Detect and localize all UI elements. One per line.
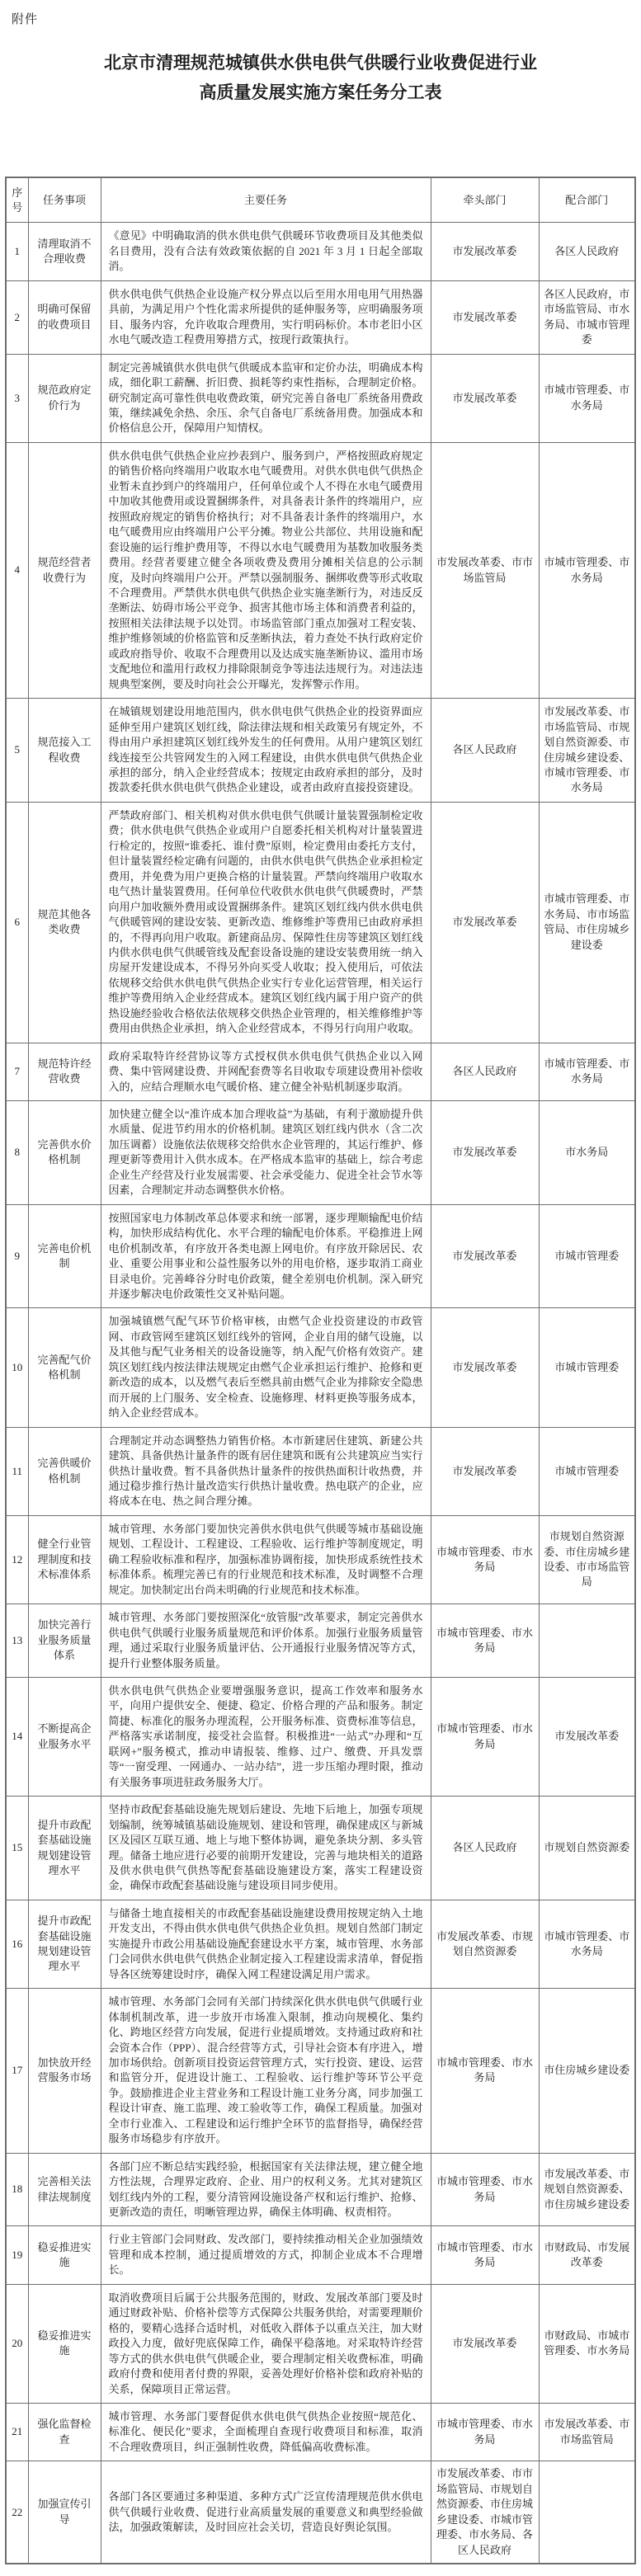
row-number-cell: 1 bbox=[6, 223, 28, 280]
support-department-cell: 市发展改革委、市市场监管局 bbox=[539, 2404, 635, 2461]
support-department-cell: 市规划自然资源委 bbox=[539, 1797, 635, 1900]
table-row bbox=[6, 1900, 635, 1988]
table-row bbox=[6, 1427, 635, 1515]
table-row bbox=[6, 1989, 635, 2154]
table-row bbox=[6, 280, 635, 354]
main-task-cell: 与储备土地直接相关的市政配套基础设施建设费用按规定纳入土地开发支出，不得由供水供电供气供热企业负担。规划自然部门制定实施提升市政公用基础设施配套建设水平方案，城市管理、水务部门会同供水供电供气供热企业制定接入工程建设需求清单，督促指导各区统筹建设时序，确保入网工程建设满足用户需求。 bbox=[101, 1900, 431, 1988]
table-row bbox=[6, 1677, 635, 1796]
table-row bbox=[6, 1204, 635, 1308]
row-number-cell: 4 bbox=[6, 442, 28, 698]
table-row bbox=[6, 1515, 635, 1604]
table-row bbox=[6, 2404, 635, 2461]
row-number-cell: 16 bbox=[6, 1900, 28, 1988]
table-row bbox=[6, 1604, 635, 1678]
header-lead-department: 牵头部门 bbox=[431, 177, 539, 223]
task-item-cell: 稳妥推进实施 bbox=[28, 2226, 101, 2284]
support-department-cell: 市财政局、市城市管理委、市水务局 bbox=[539, 2284, 635, 2403]
row-number-cell: 3 bbox=[6, 354, 28, 442]
main-task-cell: 政府采取特许经营协议等方式授权供水供电供气供热企业以入网费、集中管网建设费、并网配套费等名目收取专项建设费用补偿收入的，应结合理顺水电气暖价格、建立健全补贴机制逐步取消。 bbox=[101, 1043, 431, 1100]
row-number-cell: 5 bbox=[6, 699, 28, 803]
lead-department-cell: 各区人民政府 bbox=[431, 1797, 539, 1900]
lead-department-cell: 市发展改革委、市市场监管局、市规划自然资源委、市住房城乡建设委、市城市管理委、市水务局、各区人民政府 bbox=[431, 2461, 539, 2564]
support-department-cell: 市城市管理委 bbox=[539, 1308, 635, 1427]
main-task-cell: 严禁政府部门、相关机构对供水供电供气供暖计量装置强制检定收费；供水供电供气供热企业或用户自愿委托相关机构对计量装置进行检定的，按照“谁委托、谁付费”原则，检定费用由委托方支付，但计量装置经检定确有问题的，由供水供电供气供热企业承担检定费用，并免费为用户更换合格的计量装置。严禁向终端用户收取水电气热计量装置费用。任何单位代收供水供电供气供暖费时，严禁向用户加收额外费用或设置捆绑条件。建筑区划红线内供水供电供气供暖管网的建设安装、更新改造、维修维护等费用已由政府承担的，不得再向用户收取。新建商品房、保障性住房等建筑区划红线内供水供电供气供暖管线及配套设备设施的建设安装费用统一纳入房屋开发建设成本，不得另外向买受人收取；投入使用后，可依法依规移交给供水供电供气供热企业实行专业化运营管理，相关运行维护等费用纳入企业经营成本。建筑区划红线内属于用户资产的供热设施经验收合格依法依规移交供热企业管理的，相关维修维护等费用由供热企业承担，纳入企业经营成本，不得另行向用户收取。 bbox=[101, 802, 431, 1043]
lead-department-cell: 各区人民政府 bbox=[431, 1043, 539, 1100]
task-item-cell: 明确可保留的收费项目 bbox=[28, 280, 101, 354]
task-item-cell: 完善电价机制 bbox=[28, 1204, 101, 1308]
row-number-cell: 12 bbox=[6, 1515, 28, 1604]
table-row bbox=[6, 699, 635, 803]
support-department-cell: 市发展改革委、市规划自然资源委、市住房城乡建设委 bbox=[539, 2153, 635, 2226]
support-department-cell bbox=[539, 1604, 635, 1678]
support-department-cell: 市水务局 bbox=[539, 1101, 635, 1205]
header-main-task: 主要任务 bbox=[101, 177, 431, 223]
task-item-cell: 加强宣传引导 bbox=[28, 2461, 101, 2564]
main-task-cell: 城市管理、水务部门会同有关部门持续深化供水供电供气供暖行业体制机制改革，进一步放开市场准入限制，推动向规模化、集约化、跨地区经营方向发展，促进行业提质增效。支持通过政府和社会资本合作（PPP）、混合经营等方式，引导社会资本有序进入，增加市场供给。创新项目投资运营管理方式，实行投资、建设、运营和监管分开，促进设计施工、工程验收、运行维护等环节公平竞争。鼓励推进企业主营业务和工程设计施工业务分离，同步加强工程设计审查、施工监理、竣工验收等工作，确保工程质量。加强对全市行业准入、工程建设和运行维护全环节的监督指导，确保经营服务市场稳步有序放开。 bbox=[101, 1989, 431, 2154]
row-number-cell: 2 bbox=[6, 280, 28, 354]
table-row bbox=[6, 442, 635, 698]
main-task-cell: 《意见》中明确取消的供水供电供气供暖环节收费项目及其他类似名目费用，没有合法有效政策依据的自 2021 年 3 月 1 日起全部取消。 bbox=[101, 223, 431, 280]
task-item-cell: 规范接入工程收费 bbox=[28, 699, 101, 803]
title-line-2: 高质量发展实施方案任务分工表 bbox=[199, 82, 442, 102]
task-item-cell: 规范经营者收费行为 bbox=[28, 442, 101, 698]
table-row bbox=[6, 2284, 635, 2403]
row-number-cell: 14 bbox=[6, 1677, 28, 1796]
task-item-cell: 加快完善行业服务质量体系 bbox=[28, 1604, 101, 1678]
main-task-cell: 合理制定并动态调整热力销售价格。本市新建居住建筑、新建公共建筑、具备供热计量条件的既有居住建筑和既有公共建筑应当实行供热计量收费。暂不具备供热计量条件的按供热面积计收热费，并通过稳步推行热计量改造实行供热计量收费。热电联产的企业，应将成本在电、热之间合理分摊。 bbox=[101, 1427, 431, 1515]
lead-department-cell: 市发展改革委 bbox=[431, 2284, 539, 2403]
row-number-cell: 10 bbox=[6, 1308, 28, 1427]
lead-department-cell: 市城市管理委、市水务局 bbox=[431, 2404, 539, 2461]
row-number-cell: 13 bbox=[6, 1604, 28, 1678]
lead-department-cell: 市发展改革委 bbox=[431, 1427, 539, 1515]
main-task-cell: 取消收费项目后属于公共服务范围的，财政、发展改革部门要及时通过财政补贴、价格补偿等方式保障公共服务供给，对需要理顺价格的，要精心选择合适时机，对低收入群体予以重点关注，加大财政投入力度，做好兜底保障工作，确保平稳落地。对采取特许经营等方式的供水供电供气供暖企业，要合理制定相关收费标准，明确政府付费和使用者付费的界限，妥善处理好价格补偿和政府补贴的关系，保障项目正常运营。 bbox=[101, 2284, 431, 2403]
row-number-cell: 11 bbox=[6, 1427, 28, 1515]
main-task-cell: 城市管理、水务部门要督促供水供电供气供热企业按照“规范化、标准化、便民化”要求，全面梳理自查现行收费项目和标准，取消不合理收费项目，纠正强制性收费，降低偏高收费标准。 bbox=[101, 2404, 431, 2461]
task-item-cell: 完善供暖价格机制 bbox=[28, 1427, 101, 1515]
table-row bbox=[6, 1101, 635, 1205]
task-item-cell: 不断提高企业服务水平 bbox=[28, 1677, 101, 1796]
main-task-cell: 加快建立健全以“准许成本加合理收益”为基础，有利于激励提升供水质量、促进节约用水的价格机制。建筑区划红线内供水（含二次加压调蓄）设施依法依规移交给供水企业管理的，其运行维护、修理更新等费用计入供水成本。在严格成本监审的基础上，综合考虑企业生产经营及行业发展需要、社会承受能力、促进全社会节水等因素，合理制定并动态调整供水价格。 bbox=[101, 1101, 431, 1205]
row-number-cell: 22 bbox=[6, 2461, 28, 2564]
support-department-cell: 市城市管理委、市水务局、市市场监管局、市住房城乡建设委 bbox=[539, 802, 635, 1043]
row-number-cell: 8 bbox=[6, 1101, 28, 1205]
table-row bbox=[6, 2461, 635, 2564]
task-item-cell: 清理取消不合理收费 bbox=[28, 223, 101, 280]
table-row bbox=[6, 354, 635, 442]
main-task-cell: 供水供电供气供热企业要增强服务意识，提高工作效率和服务水平，向用户提供安全、便捷、稳定、价格合理的产品和服务。制定简捷、标准化的服务办理流程，公开服务标准、资费标准等信息，严格落实承诺制度，接受社会监督。积极推进“一站式”办理和“互联网+”服务模式，推动申请报装、维修、过户、缴费、开具发票等“一窗受理、一网通办、一站办结”，进一步压缩办理时限，推动有关服务事项进驻政务服务大厅。 bbox=[101, 1677, 431, 1796]
table-row bbox=[6, 223, 635, 280]
header-serial-number: 序号 bbox=[6, 177, 28, 223]
header-support-department: 配合部门 bbox=[539, 177, 635, 223]
lead-department-cell: 市发展改革委 bbox=[431, 354, 539, 442]
row-number-cell: 20 bbox=[6, 2284, 28, 2403]
support-department-cell: 市城市管理委、市水务局 bbox=[539, 354, 635, 442]
task-item-cell: 完善供水价格机制 bbox=[28, 1101, 101, 1205]
lead-department-cell: 市发展改革委 bbox=[431, 1204, 539, 1308]
main-task-cell: 供水供电供气供热企业设施产权分界点以后至用水用电用气用热器具前，为满足用户个性化需求所提供的延伸服务等，应明确服务项目、服务内容，允许收取合理费用，实行明码标价。本市老旧小区水电气暖改造工程费用筹措方式，按现行政策执行。 bbox=[101, 280, 431, 354]
lead-department-cell: 市发展改革委 bbox=[431, 280, 539, 354]
row-number-cell: 18 bbox=[6, 2153, 28, 2226]
task-item-cell: 提升市政配套基础设施规划建设管理水平 bbox=[28, 1797, 101, 1900]
task-table-body bbox=[6, 223, 635, 2564]
support-department-cell: 市住房城乡建设委 bbox=[539, 1989, 635, 2154]
support-department-cell: 各区人民政府 bbox=[539, 223, 635, 280]
lead-department-cell: 市城市管理委、市水务局 bbox=[431, 2153, 539, 2226]
main-task-cell: 加强城镇燃气配气环节价格审核，由燃气企业投资建设的市政管网、市政管网至建筑区划红线外的管网，企业自用的储气设施，以及其他与配气业务相关的设备设施等，纳入配气价格有效资产。建筑区划红线内按法律法规规定由燃气企业承担运行维护、抢修和更新改造的成本，以及燃气表后至燃具前由燃气企业为排除安全隐患而开展的上门服务、安全检查、设施修理、材料更换等服务成本，纳入企业经营成本。 bbox=[101, 1308, 431, 1427]
row-number-cell: 19 bbox=[6, 2226, 28, 2284]
task-item-cell: 提升市政配套基础设施规划建设管理水平 bbox=[28, 1900, 101, 1988]
main-task-cell: 坚持市政配套基础设施先规划后建设、先地下后地上，加强专项规划编制，统筹城镇基础设施规划、建设和管理，确保建成区与新城区及园区互联互通、地上与地下整体协调，避免条块分割、多头管理。储备土地应进行必要的前期开发建设，完善与地块相关的道路及供水供电供气供热等配套基础设施建设方案，落实工程建设资金，确保市政配套基础设施与建设项目同步使用。 bbox=[101, 1797, 431, 1900]
lead-department-cell: 市发展改革委、市规划自然资源委 bbox=[431, 1900, 539, 1988]
row-number-cell: 9 bbox=[6, 1204, 28, 1308]
table-row bbox=[6, 2153, 635, 2226]
support-department-cell: 市城市管理委、市水务局 bbox=[539, 1043, 635, 1100]
support-department-cell: 市发展改革委 bbox=[539, 1677, 635, 1796]
title-line-1: 北京市清理规范城镇供水供电供气供暖行业收费促进行业 bbox=[104, 54, 537, 73]
support-department-cell: 市城市管理委、市水务局 bbox=[539, 442, 635, 698]
task-item-cell: 规范特许经营收费 bbox=[28, 1043, 101, 1100]
support-department-cell: 市城市管理委 bbox=[539, 1204, 635, 1308]
lead-department-cell: 市城市管理委、市水务局 bbox=[431, 1989, 539, 2154]
row-number-cell: 7 bbox=[6, 1043, 28, 1100]
table-row bbox=[6, 1797, 635, 1900]
task-item-cell: 稳妥推进实施 bbox=[28, 2284, 101, 2403]
table-row bbox=[6, 2226, 635, 2284]
table-header-row bbox=[6, 177, 635, 223]
row-number-cell: 21 bbox=[6, 2404, 28, 2461]
support-department-cell: 市财政局、市发展改革委 bbox=[539, 2226, 635, 2284]
task-item-cell: 完善配气价格机制 bbox=[28, 1308, 101, 1427]
support-department-cell: 市规划自然资源委、市住房城乡建设委、市市场监管局 bbox=[539, 1515, 635, 1604]
lead-department-cell: 市发展改革委 bbox=[431, 802, 539, 1043]
lead-department-cell: 市发展改革委 bbox=[431, 223, 539, 280]
task-item-cell: 完善相关法律法规制度 bbox=[28, 2153, 101, 2226]
main-task-cell: 按照国家电力体制改革总体要求和统一部署，逐步理顺输配电价结构，加快形成结构优化、水平合理的输配电价体系。平稳推进上网电价机制改革，有序放开各类电源上网电价。有序放开除居民、农业、重要公用事业和公益性服务以外的用电价格，逐步取消工商业目录电价。完善峰谷分时电价政策，健全差别电价机制。深入研究并逐步解决电价政策性交叉补贴问题。 bbox=[101, 1204, 431, 1308]
task-item-cell: 规范其他各类收费 bbox=[28, 802, 101, 1043]
row-number-cell: 15 bbox=[6, 1797, 28, 1900]
lead-department-cell: 市城市管理委、市水务局 bbox=[431, 1604, 539, 1678]
row-number-cell: 6 bbox=[6, 802, 28, 1043]
support-department-cell bbox=[539, 2461, 635, 2564]
main-task-cell: 供水供电供气供热企业应抄表到户、服务到户，严格按照政府规定的销售价格向终端用户收取水电气暖费用。对供水供电供气供热企业暂未直抄到户的终端用户，任何单位或个人不得在水电气暖费用中加收其他费用或设置捆绑条件，对具备表计条件的终端用户，应按照政府规定的销售价格执行；对不具备表计条件的终端用户，水电气暖费用应由终端用户公平分摊。物业公共部位、共用设施和配套设施的运行维护费用等，不得以水电气暖费用为基数加收服务类费用。经营者要建立健全各项收费及费用分摊相关信息的公示制度，及时向终端用户公开。严禁以强制服务、捆绑收费等形式收取不合理费用。严禁供水供电供气供热企业实施垄断行为，对违反反垄断法、妨碍市场公平竞争、损害其他市场主体和消费者利益的，按照相关法律法规予以处罚。市场监管部门重点加强对工程安装、维护维修领域的价格监管和反垄断执法，着力查处不执行政府定价或政府指导价、收取不合理费用以及达成实施垄断协议、滥用市场支配地位和滥用行政权力排除限制竞争等违法违规行为。对违法违规典型案例，要及时向社会公开曝光，发挥警示作用。 bbox=[101, 442, 431, 698]
main-task-cell: 行业主管部门会同财政、发改部门，要持续推动相关企业加强绩效管理和成本控制，通过提质增效的方式，抑制企业成本不合理增长。 bbox=[101, 2226, 431, 2284]
lead-department-cell: 市发展改革委 bbox=[431, 1101, 539, 1205]
task-item-cell: 健全行业管理制度和技术标准体系 bbox=[28, 1515, 101, 1604]
task-division-table bbox=[5, 177, 636, 2564]
support-department-cell: 市城市管理委 bbox=[539, 1427, 635, 1515]
table-row bbox=[6, 802, 635, 1043]
main-task-cell: 各部门各区要通过多种渠道、多种方式广泛宣传清理规范供水供电供气供暖行业收费、促进行业高质量发展的重要意义和典型经验做法，加强政策解读，及时回应社会关切，营造良好舆论氛围。 bbox=[101, 2461, 431, 2564]
lead-department-cell: 各区人民政府 bbox=[431, 699, 539, 803]
task-item-cell: 规范政府定价行为 bbox=[28, 354, 101, 442]
lead-department-cell: 市发展改革委 bbox=[431, 1308, 539, 1427]
main-task-cell: 在城镇规划建设用地范围内，供水供电供气供热企业的投资界面应延伸至用户建筑区划红线，除法律法规和相关政策另有规定外，不得由用户承担建筑区划红线外发生的任何费用。从用户建筑区划红线连接至公共管网发生的入网工程建设，由供水供电供气供热企业承担的部分，纳入企业经营成本；按规定由政府承担的部分，及时拨款委托供水供电供气供热企业建设，或者由政府直接投资建设。 bbox=[101, 699, 431, 803]
lead-department-cell: 市发展改革委、市市场监管局 bbox=[431, 442, 539, 698]
page-title bbox=[57, 49, 585, 107]
table-row bbox=[6, 1043, 635, 1100]
lead-department-cell: 市城市管理委、市水务局 bbox=[431, 2226, 539, 2284]
row-number-cell: 17 bbox=[6, 1989, 28, 2154]
header-task-item: 任务事项 bbox=[28, 177, 101, 223]
attachment-label: 附件 bbox=[12, 13, 39, 26]
task-item-cell: 强化监督检查 bbox=[28, 2404, 101, 2461]
main-task-cell: 城市管理、水务部门要按照深化“放管服”改革要求，制定完善供水供电供气供暖行业服务质量规范和评价体系。加强行业服务质量管理，通过采取行业服务质量评估、公开通报行业服务情况等方式，提升行业整体服务质量。 bbox=[101, 1604, 431, 1678]
table-row bbox=[6, 1308, 635, 1427]
support-department-cell: 市城市管理委、市水务局 bbox=[539, 1900, 635, 1988]
lead-department-cell: 市城市管理委、市水务局 bbox=[431, 1677, 539, 1796]
main-task-cell: 各部门应不断总结实践经验，根据国家有关法律法规，建立健全地方性法规，合理界定政府、企业、用户的权利义务。尤其对建筑区划红线内外的工程，要分清管网设施设备产权和运行维护、抢修、更新改造的责任，明晰管理边界，确保主体明确、权责相符。 bbox=[101, 2153, 431, 2226]
main-task-cell: 城市管理、水务部门要加快完善供水供电供气供暖等城市基础设施规划、工程设计、工程建设、工程验收、运行维护等制度规定，明确工程验收标准和程序，加强标准协调衔接，加快形成系统性技术标准体系。梳理完善已有的行业规范和技术标准，及时调整不合理规定。加快制定出台尚未明确的行业规范和技术标准。 bbox=[101, 1515, 431, 1604]
support-department-cell: 市发展改革委、市市场监管局、市规划自然资源委、市住房城乡建设委、市城市管理委、市水务局 bbox=[539, 699, 635, 803]
lead-department-cell: 市城市管理委、市水务局 bbox=[431, 1515, 539, 1604]
support-department-cell: 各区人民政府，市市场监管局、市水务局、市城市管理委 bbox=[539, 280, 635, 354]
task-item-cell: 加快放开经营服务市场 bbox=[28, 1989, 101, 2154]
main-task-cell: 制定完善城镇供水供电供气供暖成本监审和定价办法，明确成本构成，细化职工薪酬、折旧费、损耗等约束性指标，合理制定价格。研究制定高可靠性供电收费政策，研究完善自备电厂系统备用费政策，继续减免余热、余压、余气自备电厂系统备用费。加强成本和价格信息公开，保障用户知情权。 bbox=[101, 354, 431, 442]
